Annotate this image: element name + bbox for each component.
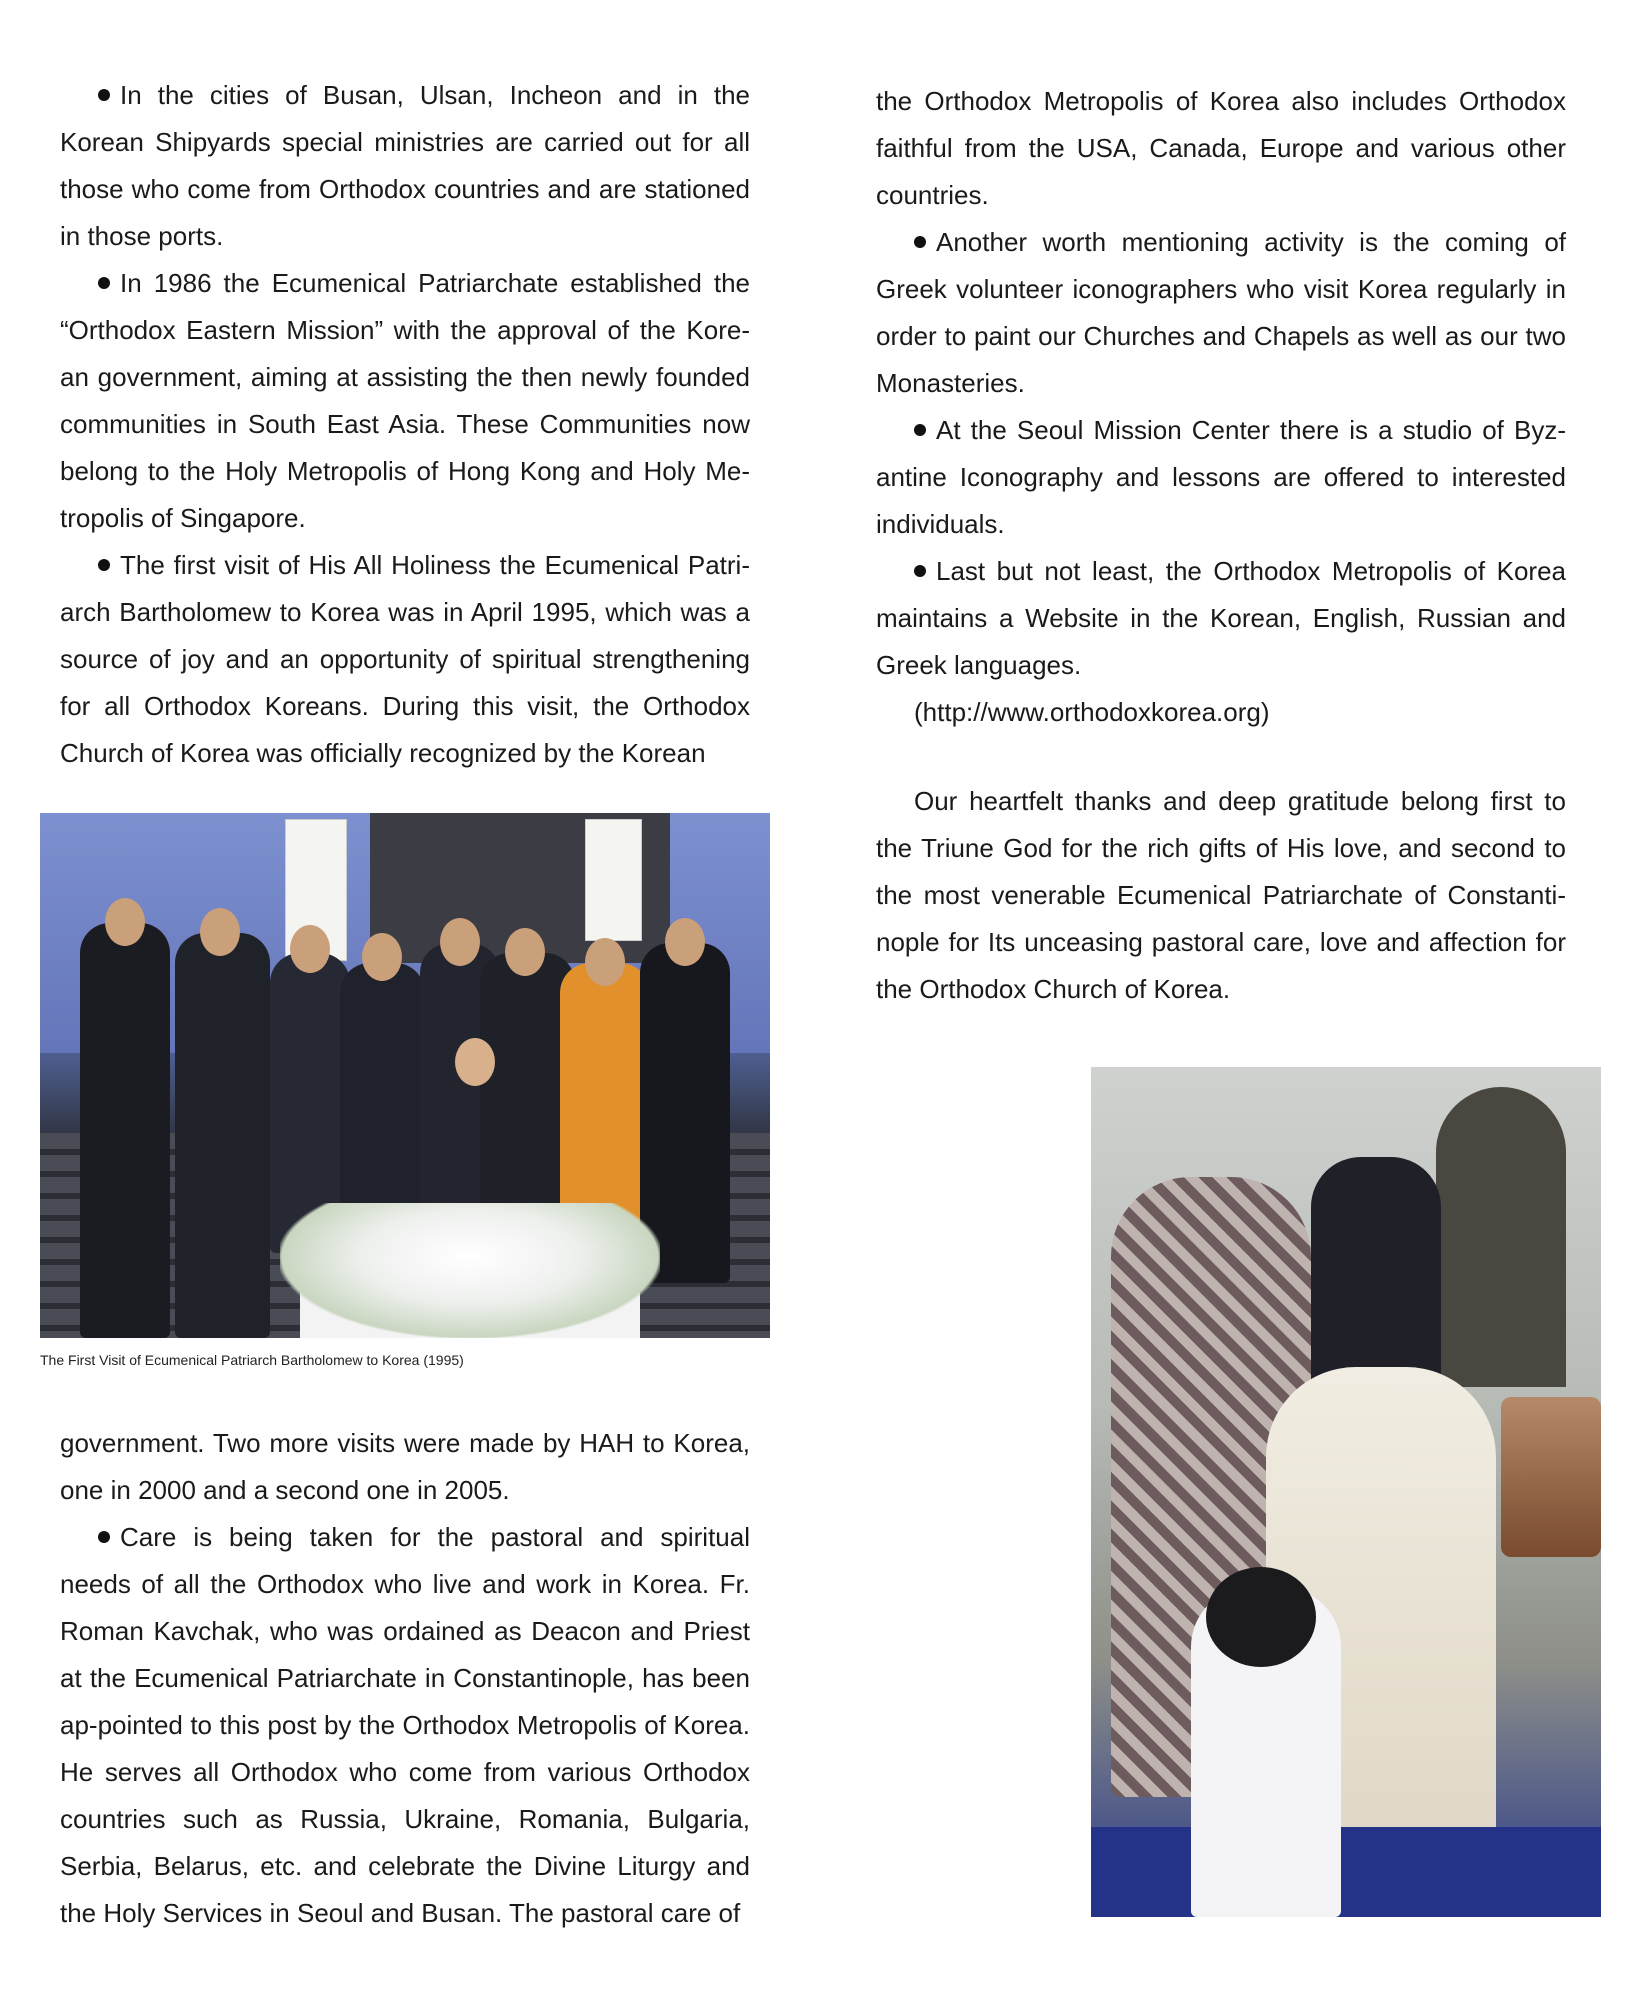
paragraph-iconographers: Another worth mentioning activity is the coming of Greek volunteer iconographers who visit Korea regularly in order to paint our Churches and Chapels as well as our two Monasteries. <box>876 227 1566 398</box>
paragraph-thanks: Our heartfelt thanks and deep gratitude belong first to the Triune God for the rich gifts of His love, and second to the most venerable Ecumenical Patriarchate of Constanti-nople for Its unceasing pastoral care, love and affection for the Orthodox Church of Korea. <box>876 786 1566 1004</box>
paragraph-pastoral-care: Care is being taken for the pastoral and spiritual needs of all the Orthodox who live and work in Korea. Fr. Roman Kavchak, who was ordained as Deacon and Priest at the Ecumenical Patriarchate in Constantinople, has been ap-pointed to this post by the Orthodox Metropolis of Korea. He serves all Orthodox who come from various Orthodox countries such as Russia, Ukraine, Romania, Bulgaria, Serbia, Belarus, etc. and celebrate the Divine Liturgy and the Holy Services in Seoul and Busan. The pastoral care of <box>60 1522 750 1928</box>
paragraph-busan-ministries: In the cities of Busan, Ulsan, Incheon and in the Korean Shipyards special ministries are carried out for all those who come from Orthodox countries and are stationed in those ports. <box>60 80 750 251</box>
baptism-photo <box>1091 1067 1601 1917</box>
paragraph-faithful-abroad: the Orthodox Metropolis of Korea also includes Orthodox faithful from the USA, Canada, Europe and various other countries. <box>876 86 1566 210</box>
paragraph-eastern-mission: In 1986 the Ecumenical Patriarchate established the “Orthodox Eastern Mission” with the approval of the Kore-an government, aiming at assisting the then newly founded communities in South East Asia. These Communities now belong to the Holy Metropolis of Hong Kong and Holy Me-tropolis of Singapore. <box>60 268 750 533</box>
paragraph-website: Last but not least, the Orthodox Metropolis of Korea maintains a Website in the Korean, English, Russian and Greek languages. <box>876 556 1566 680</box>
paragraph-further-visits: government. Two more visits were made by HAH to Korea, one in 2000 and a second one in 2005. <box>60 1428 750 1505</box>
bullet-icon <box>98 1531 110 1543</box>
left-column-top <box>60 72 750 777</box>
bullet-icon <box>914 565 926 577</box>
bullet-icon <box>914 424 926 436</box>
patriarch-visit-photo <box>40 813 770 1338</box>
paragraph-first-visit: The first visit of His All Holiness the Ecumenical Patri-arch Bartholomew to Korea was in April 1995, which was a source of joy and an opportunity of spiritual strengthening for all Orthodox Koreans. During this visit, the Orthodox Church of Korea was officially recognized by the Korean <box>60 550 750 768</box>
bullet-icon <box>98 559 110 571</box>
right-column <box>876 78 1566 1013</box>
bullet-icon <box>914 236 926 248</box>
photo-caption: The First Visit of Ecumenical Patriarch Bartholomew to Korea (1995) <box>40 1352 464 1368</box>
bullet-icon <box>98 277 110 289</box>
bullet-icon <box>98 89 110 101</box>
paragraph-iconography-studio: At the Seoul Mission Center there is a studio of Byz-antine Iconography and lessons are offered to interested individuals. <box>876 415 1566 539</box>
left-column-bottom <box>60 1420 750 1937</box>
website-url[interactable]: (http://www.orthodoxkorea.org) <box>914 697 1270 727</box>
